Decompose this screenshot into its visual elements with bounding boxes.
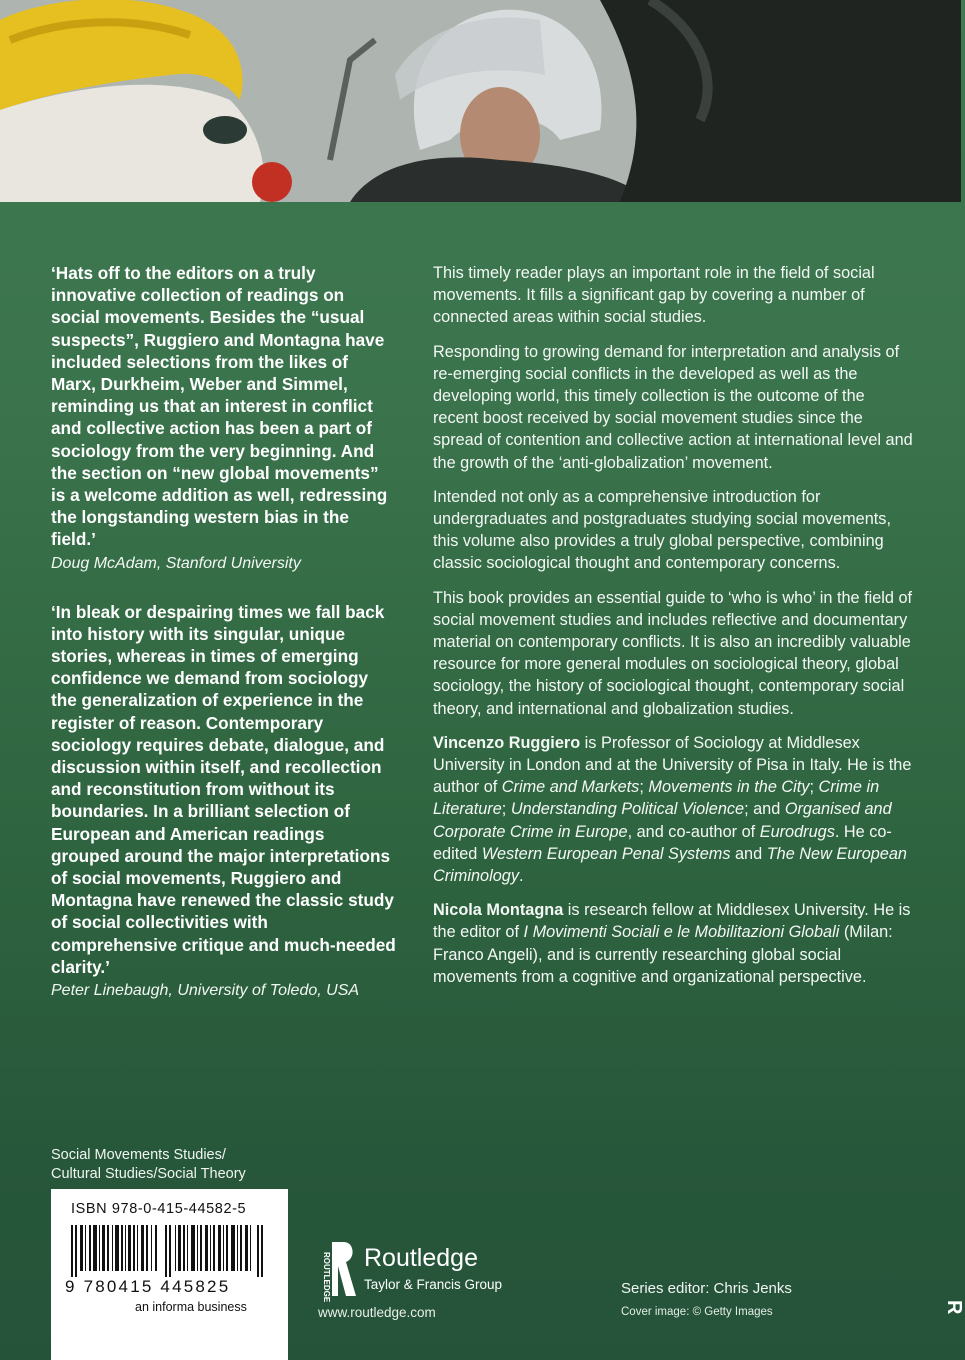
subject-line: Social Movements Studies/ (51, 1147, 226, 1163)
description-paragraph: Responding to growing demand for interpretation and analysis of re-emerging social conflicts in the developed as well as the developing world, this timely collection is the outcome of the recent boost received by social movement studies since the spread of contention and collective action at international level and the growth of the ‘anti-globalization’ movement. (433, 342, 913, 472)
subject-category (51, 1146, 246, 1184)
book-title: Understanding Political Violence (510, 800, 745, 819)
bio-text: . (518, 867, 524, 886)
isbn-text: ISBN 978-0-415-44582-5 (71, 1201, 247, 1217)
cover-photo (0, 0, 961, 202)
publisher-url[interactable]: www.routledge.com (318, 1305, 436, 1320)
routledge-logo-text: ROUTLEDGE (322, 1252, 331, 1303)
author-name: Vincenzo Ruggiero (433, 733, 581, 752)
cover-credit: Cover image: © Getty Images (621, 1306, 773, 1318)
photo-image (0, 0, 961, 202)
attribution-mcadam: Doug McAdam, Stanford University (51, 554, 301, 572)
book-title: Movements in the City (648, 778, 810, 797)
informa-text: an informa business (135, 1300, 247, 1314)
bio-text: ; (809, 778, 819, 797)
spine-edge-mark: R (943, 1300, 965, 1315)
book-title: The New European Criminology (433, 844, 907, 886)
description-paragraph: This timely reader plays an important role in the field of social movements. It fills a significant gap by covering a number of connected areas within social studies. (433, 264, 875, 327)
book-title: I Movimenti Sociali e le Mobilitazioni Globali (523, 923, 840, 942)
book-title: Western European Penal Systems (481, 844, 731, 863)
book-description (433, 262, 913, 1000)
description-paragraph: This book provides an essential guide to ‘who is who’ in the field of social movement studies and includes reflective and documentary material on contemporary conflicts. It is also an incredibly valuable resource for more general modules on sociological theory, global sociology, the history of sociological thought, contemporary social theory, and international and globalization studies. (433, 588, 913, 718)
ean-digits: 9 780415 445825 (65, 1277, 231, 1296)
series-editor: Series editor: Chris Jenks (621, 1280, 792, 1297)
bio-text: ; and (744, 800, 785, 819)
description-paragraph: Intended not only as a comprehensive introduction for undergraduates and postgraduates studying social movements, this volume also provides a truly global perspective, combining classic sociological thought and contemporary concerns. (433, 487, 891, 573)
bio-text: . He co-edited (433, 822, 892, 863)
bio-montagna (433, 899, 913, 988)
barcode-panel (51, 1189, 288, 1360)
bio-text: ; (501, 800, 511, 819)
routledge-r-icon (318, 1238, 358, 1303)
quote-mcadam: ‘Hats off to the editors on a truly innovative collection of readings on social movements. Besides the “usual suspects”, Ruggiero and Montagna have included selections from the likes of Marx, Durkheim, Weber and Simmel, reminding us that an interest in conflict and collective action has been a part of sociology from the very beginning. And the section on “new global movements” is a welcome addition as well, redressing the longstanding western bias in the field.’ (51, 263, 388, 550)
attribution-linebaugh: Peter Linebaugh, University of Toledo, USA (51, 982, 360, 1000)
bio-text: ; (639, 778, 649, 797)
book-title: Crime and Markets (501, 778, 640, 797)
endorsements (51, 262, 396, 1002)
bio-text: , and co-author of (627, 822, 760, 841)
bio-text: is research fellow at Middlesex University. He is the editor of (433, 901, 911, 942)
book-title: Organised and Corporate Crime in Europe (433, 800, 892, 841)
bio-text: and (730, 844, 767, 863)
bio-text: (Milan: Franco Angeli), and is currently researching global social movements from a cognitive and organizational perspective. (433, 923, 893, 986)
bio-text: is Professor of Sociology at Middlesex University in London and at the University of Pisa in Italy. He is the author of (433, 733, 912, 797)
book-title: Crime in Literature (433, 778, 880, 819)
publisher-name: Routledge (364, 1244, 478, 1272)
book-title: Eurodrugs (759, 822, 835, 841)
barcode-icon (71, 1225, 271, 1277)
publisher-group: Taylor & Francis Group (364, 1277, 503, 1292)
author-name: Nicola Montagna (433, 901, 564, 920)
quote-linebaugh: ‘In bleak or despairing times we fall back into history with its singular, unique stories, whereas in times of emerging confidence we demand from sociology the generalization of experience in the register of reason. Contemporary sociology requires debate, dialogue, and discussion within itself, and recollection and reconstitution from without its boundaries. In a brilliant selection of European and American readings grouped around the major interpretations of social movements, Ruggiero and Montagna have renewed the classic study of social collectivities with comprehensive critique and much-needed clarity.’ (51, 601, 396, 977)
subject-line: Cultural Studies/Social Theory (51, 1166, 246, 1182)
bio-ruggiero (433, 732, 913, 887)
